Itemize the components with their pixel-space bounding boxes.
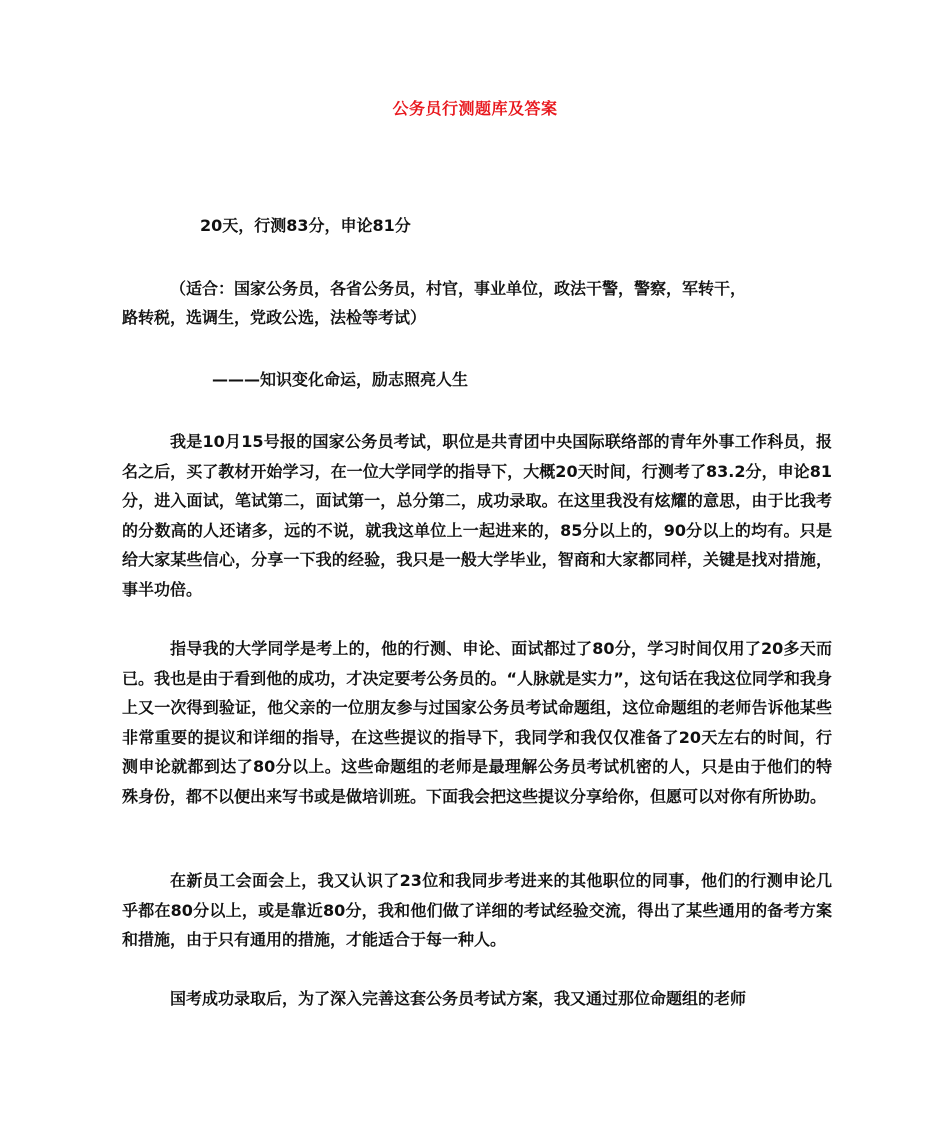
document-title: 公务员行测题库及答案 (392, 99, 558, 118)
paragraph-3: 在新员工会面会上，我又认识了23位和我同步考进来的其他职位的同事，他们的行测申论几乎都在80分以上，或是靠近80分，我和他们做了详细的考试经验交流，得出了某些通用的备考方案和措施，由于只有通用的措施，才能适合于每一种人。 (122, 871, 832, 949)
headline: 20天，行测83分，申论81分 (200, 216, 411, 235)
motto: ———知识变化命运，励志照亮人生 (212, 370, 469, 389)
suitable-exams-line-1: （适合：国家公务员，各省公务员，村官，事业单位，政法干警，警察，军转干， (170, 279, 747, 298)
paragraph-2: 指导我的大学同学是考上的，他的行测、申论、面试都过了80分，学习时间仅用了20多天而已。我也是由于看到他的成功，才决定要考公务员的。“人脉就是实力”，这句话在我这位同学和我身上又一次得到验证，他父亲的一位朋友参与过国家公务员考试命题组，这位命题组的老师告诉他某些非常重要的提议和详细的指导，在这些提议的指导下，我同学和我仅仅准备了20天左右的时间，行测申论就都到达了80分以上。这些命题组的老师是最理解公务员考试机密的人，只是由于他们的特殊身份，都不以便出来写书或是做培训班。下面我会把这些提议分享给你，但愿可以对你有所协助。 (122, 639, 832, 806)
suitable-exams-line-2: 路转税，选调生，党政公选，法检等考试） (122, 308, 427, 327)
paragraph-1: 我是10月15号报的国家公务员考试，职位是共青团中央国际联络部的青年外事工作科员，报名之后，买了教材开始学习，在一位大学同学的指导下，大概20天时间，行测考了83.2分，申论81分，进入面试，笔试第二，面试第一，总分第二，成功录取。在这里我没有炫耀的意思，由于比我考的分数高的人还诸多，远的不说，就我这单位上一起进来的，85分以上的，90分以上的均有。只是给大家某些信心，分享一下我的经验，我只是一般大学毕业，智商和大家都同样，关键是找对措施，事半功倍。 (122, 432, 832, 599)
paragraph-4: 国考成功录取后，为了深入完善这套公务员考试方案，我又通过那位命题组的老师 (170, 989, 747, 1008)
